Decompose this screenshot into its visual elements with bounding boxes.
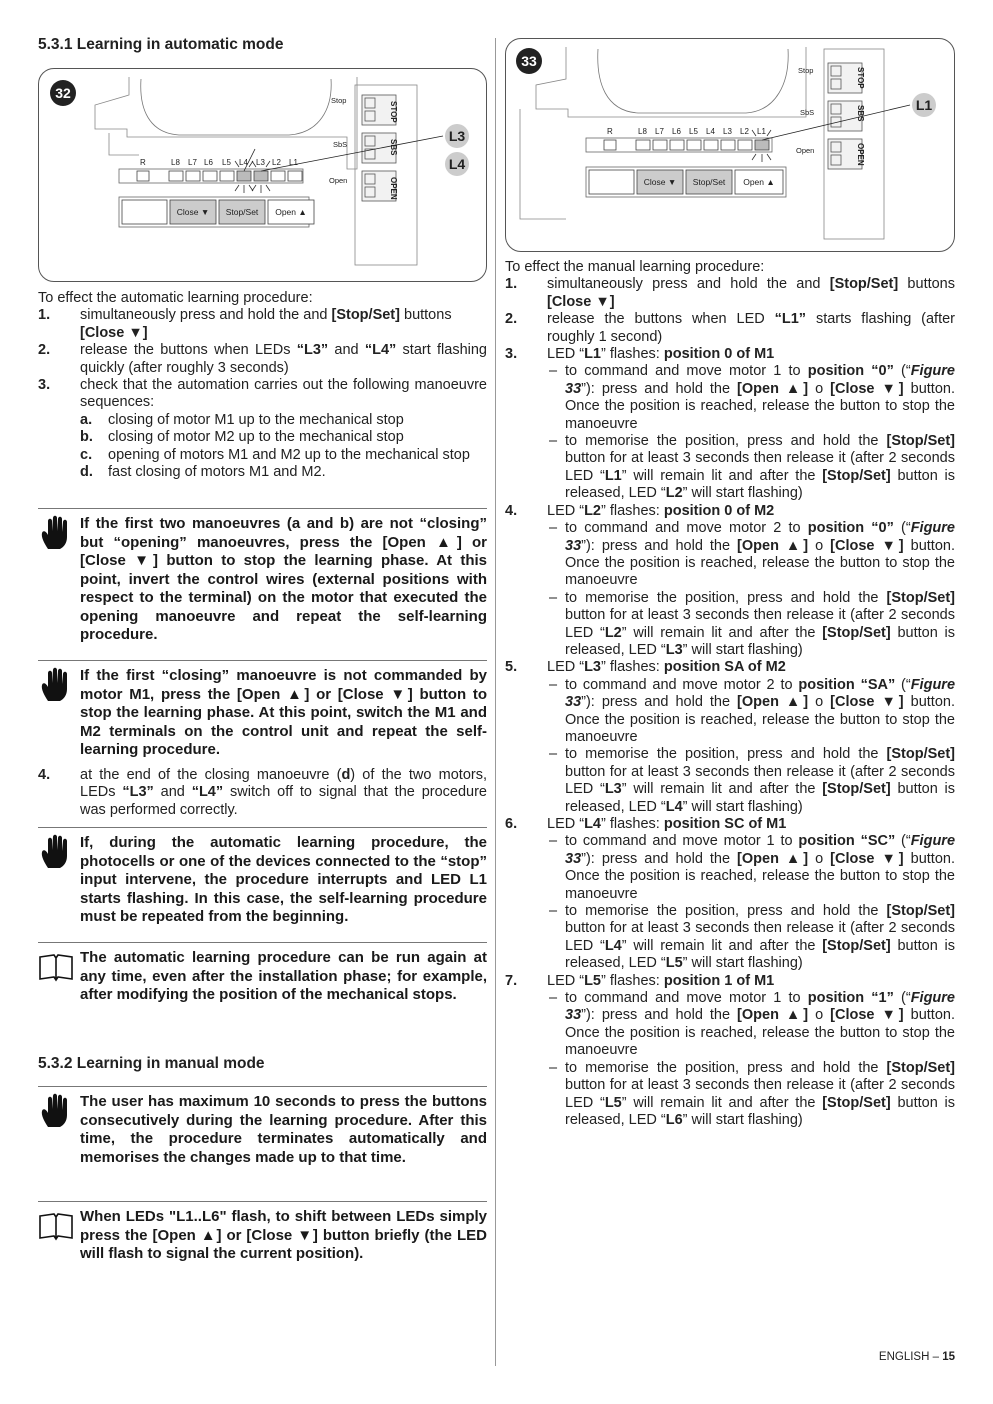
manual-step-2: 2. release the buttons when LED “L1” starts flashing (after roughly 1 second) — [505, 311, 955, 345]
automatic-procedure — [38, 290, 487, 481]
manual-step-3: 3. LED “L1” flashes: position 0 of M1 – to command and move motor 1 to position “0” (“Figure 33”): press and hold the [Open ▲] o [Close ▼] button. Once the position is reached, release the button to stop the manoeuvre – to memorise the position, press and hold the [Stop/Set] button for at least 3 seconds then release it (after 2 seconds LED “L1” will remain lit and after the [Stop/Set] button is released, LED “L2” will start flashing) — [505, 346, 956, 502]
hand-stop-icon — [38, 667, 74, 703]
svg-text:SbS: SbS — [800, 108, 815, 117]
section-heading-automatic: 5.3.1 Learning in automatic mode — [38, 36, 284, 53]
substep-c: c. opening of motors M1 and M2 up to the mechanical stop — [80, 446, 470, 463]
svg-text:L2: L2 — [740, 127, 749, 136]
svg-text:SBS: SBS — [389, 139, 398, 156]
book-icon — [38, 949, 74, 985]
manual-step-1: 1. simultaneously press and hold the and [Stop/Set] buttons [Close ▼] — [505, 276, 956, 310]
book-icon — [38, 1208, 74, 1244]
svg-text:L3: L3 — [723, 127, 732, 136]
manual-step-5: 5. LED “L3” flashes: position SA of M2 – to command and move motor 2 to position “SA” (“Figure 33”): press and hold the [Open ▲] o [Close ▼] button. Once the position is reached, release the button to stop the manoeuvre – to memorise the position, press and hold the [Stop/Set] button for at least 3 seconds then release it (after 2 seconds LED “L3” will remain lit and after the [Stop/Set] button is released, LED “L4” will start flashing) — [505, 659, 956, 815]
warning-note-2: If the first “closing” manoeuvre is not commanded by motor M1, press the [Open ▲] or [Close ▼] button to stop the learning phase. At this point, switch the M1 and M2 terminals on the control unit and repeat the self-learning procedure. — [38, 660, 487, 760]
svg-text:Close ▼: Close ▼ — [643, 177, 677, 187]
auto-step-2: 2. release the buttons when LEDs “L3” and “L4” start flashing quickly (after roughly 3 seconds) — [38, 342, 487, 376]
svg-text:L1: L1 — [915, 97, 933, 113]
substep-a: a. closing of motor M1 up to the mechanical stop — [80, 411, 404, 428]
svg-text:L3: L3 — [256, 158, 265, 167]
svg-text:L1: L1 — [289, 158, 298, 167]
figure-33 — [505, 38, 955, 252]
warning-note-1: If the first two manoeuvres (a and b) are not “closing” but “opening” manoeuvres, press the [Open ▲] or [Close ▼] button to stop the learning phase. At this point, invert the control wires (external positions with respect to the terminal) on the motor that executed the opening manoeuvre and repeat the self-learning procedure. — [38, 508, 487, 645]
svg-text:Open ▲: Open ▲ — [743, 177, 775, 187]
hand-stop-icon — [38, 515, 74, 551]
warning-note-3: If, during the automatic learning procedure, the photocells or one of the devices connected to the “stop” input intervene, the procedure interrupts and LED L1 starts flashing. In this case, the self-learning procedure must be repeated from the beginning. — [38, 827, 487, 927]
svg-text:L7: L7 — [188, 158, 197, 167]
manual-intro: To effect the manual learning procedure: — [505, 259, 765, 275]
svg-text:L8: L8 — [171, 158, 180, 167]
svg-text:33: 33 — [521, 53, 537, 69]
svg-text:R: R — [607, 127, 613, 136]
info-note-4: The automatic learning procedure can be run again at any time, even after the installation phase; for example, after modifying the position of the mechanical stops. — [38, 942, 487, 1005]
svg-text:L4: L4 — [239, 158, 248, 167]
svg-text:Open: Open — [796, 146, 815, 155]
svg-text:Close ▼: Close ▼ — [176, 207, 210, 217]
svg-text:L8: L8 — [638, 127, 647, 136]
manual-step-6: 6. LED “L4” flashes: position SC of M1 – to command and move motor 1 to position “SC” (“Figure 33”): press and hold the [Open ▲] o [Close ▼] button. Once the position is reached, release the button to stop the manoeuvre – to memorise the position, press and hold the [Stop/Set] button for at least 3 seconds then release it (after 2 seconds LED “L4” will remain lit and after the [Stop/Set] button is released, LED “L5” will start flashing) — [505, 816, 956, 972]
svg-text:L3: L3 — [448, 128, 466, 144]
hand-stop-icon — [38, 1093, 74, 1129]
svg-text:Stop/Set: Stop/Set — [225, 207, 259, 217]
svg-text:Open: Open — [329, 176, 348, 185]
auto-step-4: 4. at the end of the closing manoeuvre (d) of the two motors, LEDs “L3” and “L4” switch off to signal that the procedure was performed correctly. — [38, 767, 487, 818]
svg-text:OPEN: OPEN — [856, 143, 865, 166]
manual-step-4: 4. LED “L2” flashes: position 0 of M2 – to command and move motor 2 to position “0” (“Figure 33”): press and hold the [Open ▲] o [Close ▼] button. Once the position is reached, release the button to stop the manoeuvre – to memorise the position, press and hold the [Stop/Set] button for at least 3 seconds then release it (after 2 seconds LED “L2” will remain lit and after the [Stop/Set] button is released, LED “L3” will start flashing) — [505, 502, 956, 658]
svg-text:L6: L6 — [672, 127, 681, 136]
svg-text:R: R — [140, 158, 146, 167]
svg-text:Open ▲: Open ▲ — [275, 207, 307, 217]
substep-d: d. fast closing of motors M1 and M2. — [80, 464, 326, 481]
position-steps — [505, 346, 955, 1129]
automatic-intro: To effect the automatic learning procedure: — [38, 290, 313, 306]
control-board-diagram-32 — [39, 69, 486, 281]
manual-procedure — [505, 259, 955, 1129]
svg-text:Stop: Stop — [331, 96, 347, 105]
svg-text:L1: L1 — [757, 127, 766, 136]
svg-text:L4: L4 — [448, 156, 466, 172]
svg-text:L5: L5 — [689, 127, 698, 136]
svg-text:OPEN: OPEN — [389, 177, 398, 200]
svg-text:Stop: Stop — [798, 66, 814, 75]
svg-text:L4: L4 — [706, 127, 715, 136]
svg-text:STOP: STOP — [389, 101, 398, 123]
page-number: 15 — [942, 1351, 955, 1363]
warning-note-5: The user has maximum 10 seconds to press the buttons consecutively during the learning procedure. After this time, the procedure terminates automatically and memorises the changes made up to that time. — [38, 1086, 487, 1167]
info-note-6: When LEDs "L1..L6" flash, to shift between LEDs simply press the [Open ▲] or [Close ▼] button briefly (the LED will flash to signal the current position). — [38, 1201, 487, 1264]
column-divider — [495, 38, 496, 1366]
svg-text:STOP: STOP — [856, 67, 865, 89]
svg-text:L6: L6 — [204, 158, 213, 167]
figure-32 — [38, 68, 487, 282]
substep-b: b. closing of motor M2 up to the mechanical stop — [80, 429, 404, 446]
svg-text:L7: L7 — [655, 127, 664, 136]
hand-stop-icon — [38, 834, 74, 870]
auto-step-1: 1. simultaneously press and hold the and [Stop/Set] buttons [Close ▼] — [38, 307, 452, 341]
svg-text:L5: L5 — [222, 158, 231, 167]
page-footer — [879, 1349, 955, 1366]
figure-number: 32 — [55, 85, 71, 101]
footer-language: ENGLISH – — [878, 1351, 943, 1363]
section-heading-manual: 5.3.2 Learning in manual mode — [38, 1055, 265, 1072]
manual-step-7: 7. LED “L5” flashes: position 1 of M1 – to command and move motor 1 to position “1” (“Figure 33”): press and hold the [Open ▲] o [Close ▼] button. Once the position is reached, release the button to stop the manoeuvre – to memorise the position, press and hold the [Stop/Set] button for at least 3 seconds then release it (after 2 seconds LED “L5” will remain lit and after the [Stop/Set] button is released, LED “L6” will start flashing) — [505, 972, 956, 1128]
svg-text:SbS: SbS — [333, 140, 348, 149]
svg-text:L2: L2 — [272, 158, 281, 167]
svg-text:Stop/Set: Stop/Set — [692, 177, 726, 187]
auto-step-3: 3. check that the automation carries out the following manoeuvre sequences: a. closing of motor M1 up to the mechanical stop b. closing of motor M2 up to the mechanical stop c. opening of motors M1 and M2 up to the mechanical stop d. fast closing of motors M1 and M2. — [38, 377, 487, 481]
svg-text:SBS: SBS — [856, 105, 865, 122]
control-board-diagram-33 — [506, 39, 954, 251]
